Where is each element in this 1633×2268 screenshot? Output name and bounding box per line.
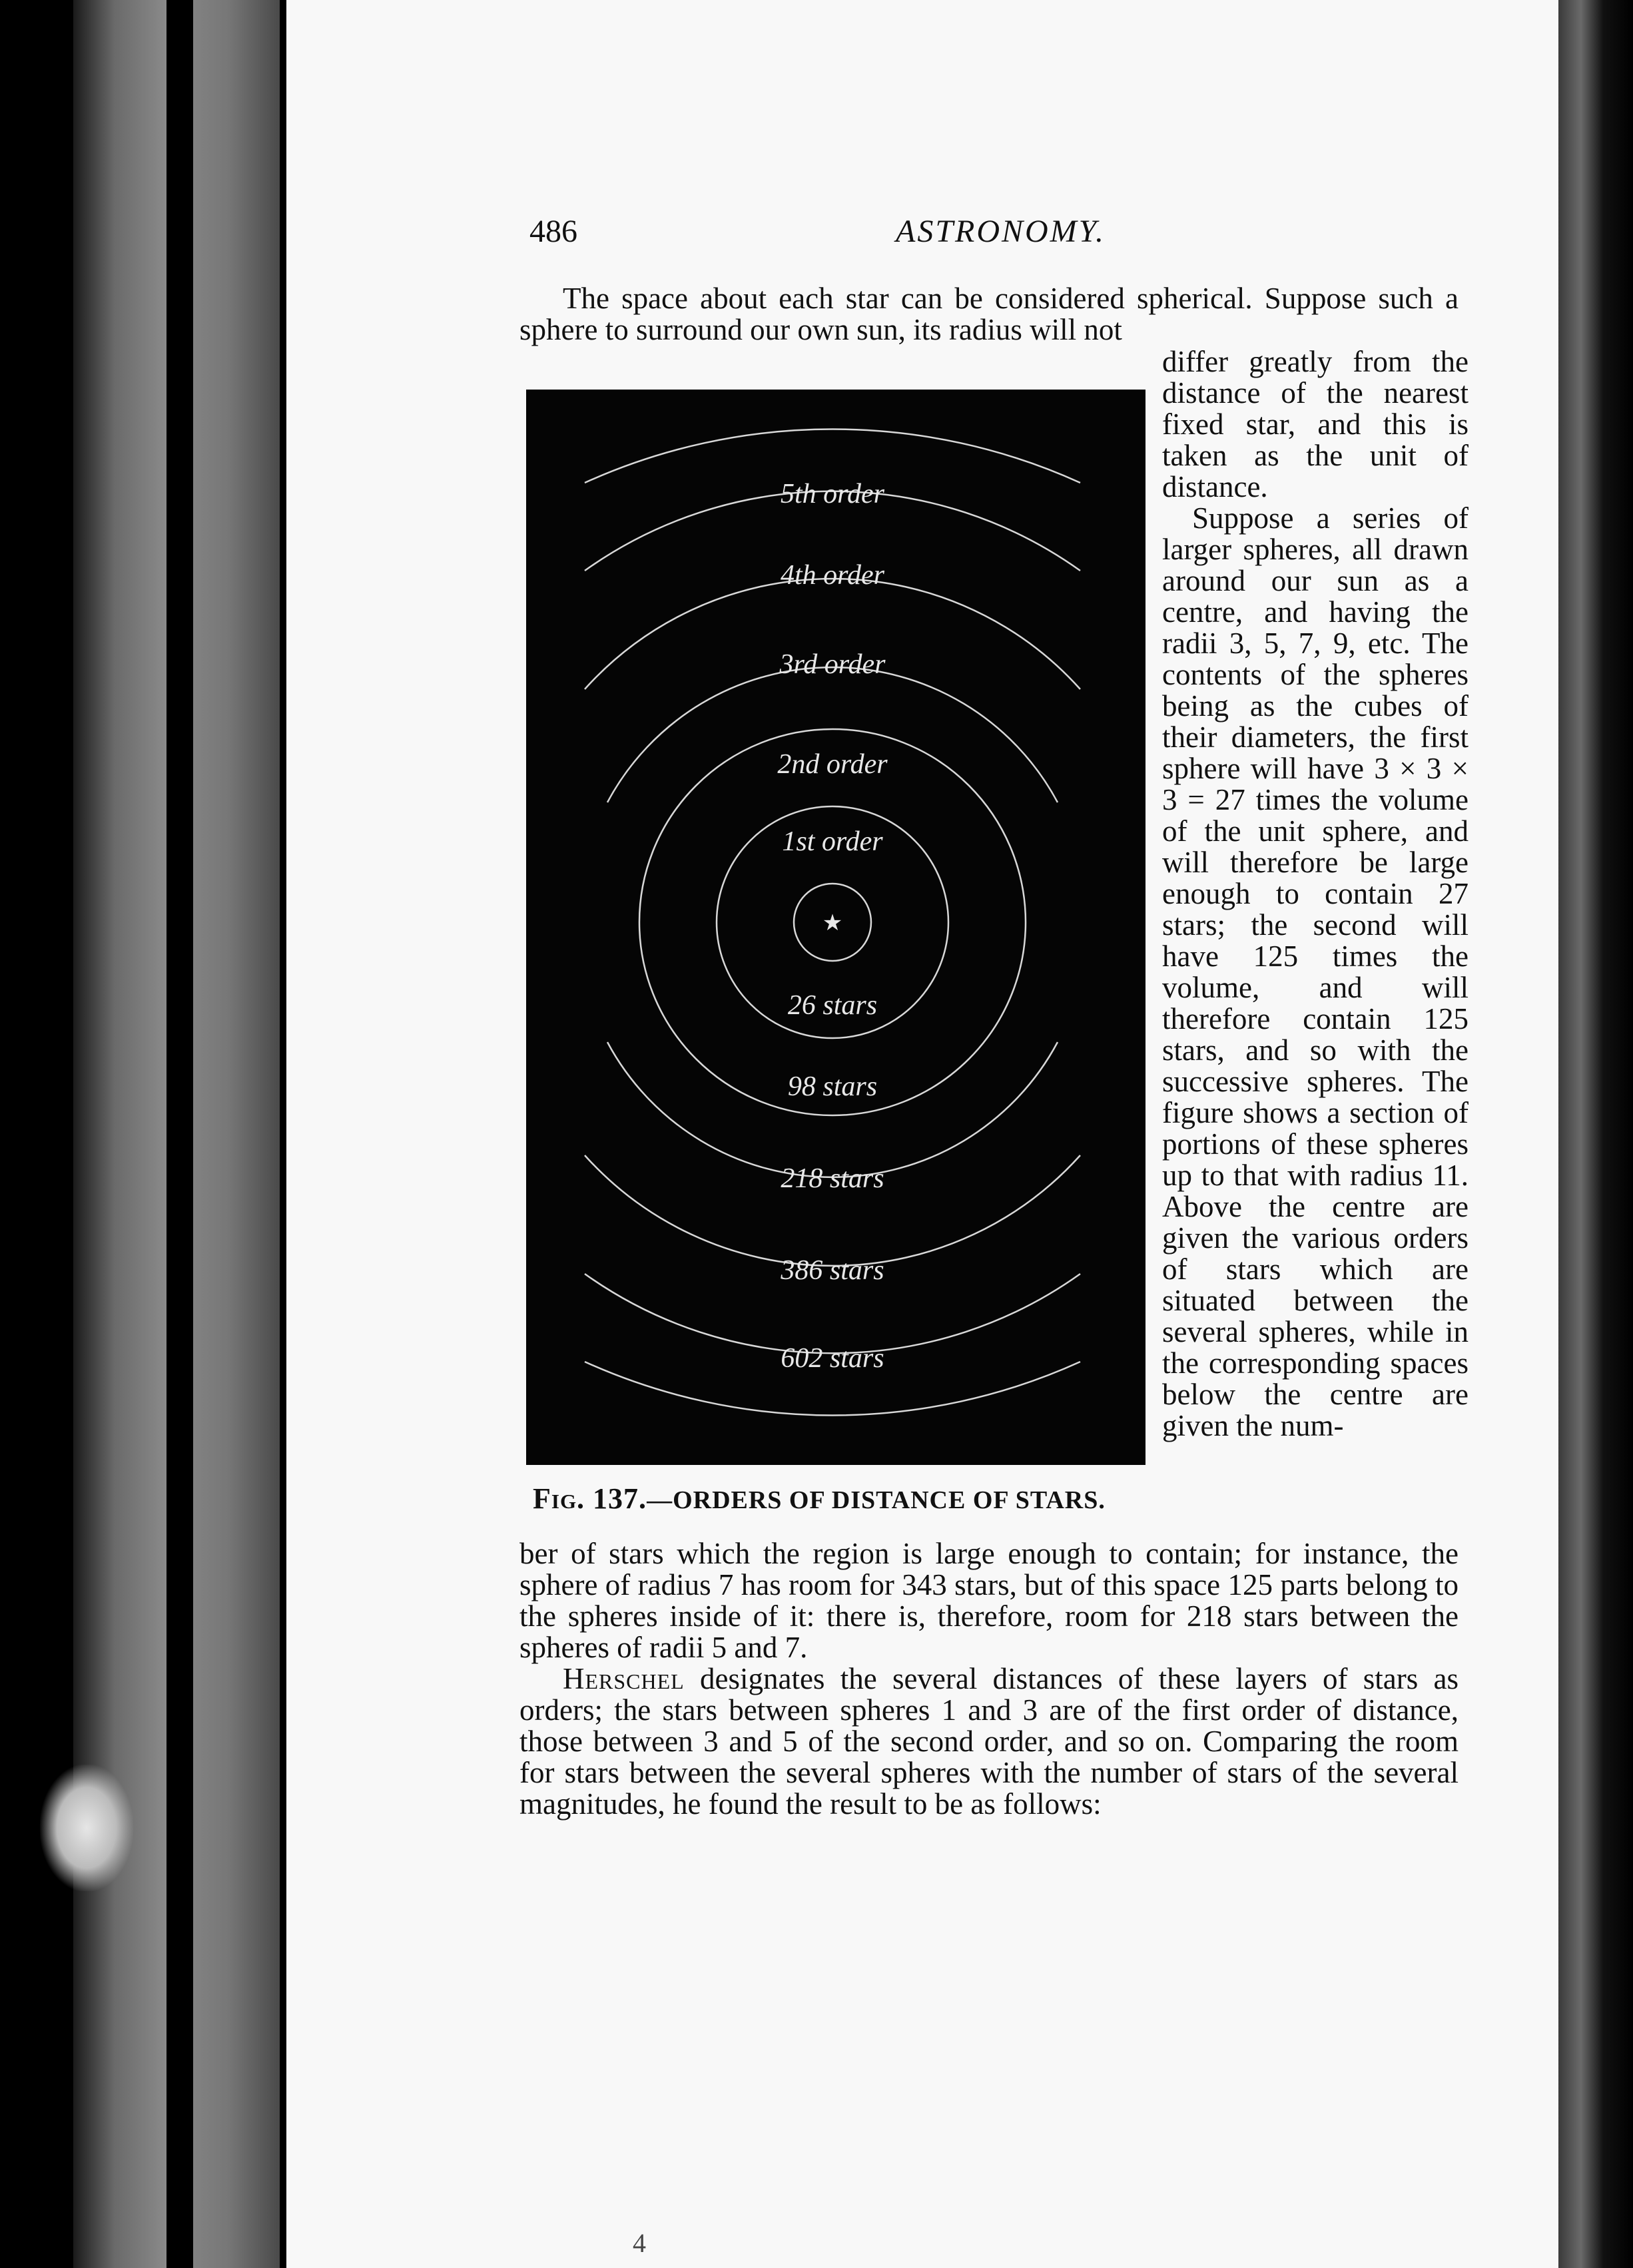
opening-paragraph: The space about each star can be considered spherical. Suppose such a sphere to surround our own sun, its radius will not <box>519 282 1459 346</box>
sun-centre: ★ <box>822 911 843 936</box>
spine-shadow <box>166 0 193 2268</box>
page-number: 486 <box>529 214 577 249</box>
side-paragraph-2: Suppose a series of larger spheres, all drawn around our sun as a centre, and having the radii 3, 5, 7, 9, etc. The contents of the spheres being as the cubes of their diameters, the first sphere will have 3 × 3 × 3 = 27 times the volume of the unit sphere, and will therefore be large enough to contain 27 stars; the second will have 125 times the volume, and will therefore contain 125 stars, and so with the successive spheres. The figure shows a section of portions of these spheres up to that with radius 11. Above the centre are given the various orders of stars which are situated between the several spheres, while in the corresponding spaces below the centre are given the num- <box>1162 501 1469 1442</box>
side-paragraph-1: differ greatly from the distance of the nearest fixed star, and this is taken as the unit of distance. <box>1162 345 1469 503</box>
stars-label-4: 386 stars <box>781 1255 884 1286</box>
order-label-2: 2nd order <box>777 749 888 780</box>
stars-label-5: 602 stars <box>781 1343 884 1374</box>
running-title: ASTRONOMY. <box>896 214 1106 249</box>
closing-paragraph-2 <box>519 1663 1459 1820</box>
closing-paragraph-1: ber of stars which the region is large enough to contain; for instance, the sphere of radius 7 has room for 343 stars, but of this space 125 parts belong to the spheres inside of it: there is, therefore, room for 218 stars between the spheres of radii 5 and 7. <box>519 1537 1459 1664</box>
page-header <box>529 213 1460 253</box>
paper-stain <box>40 1765 133 1891</box>
order-label-1: 1st order <box>782 826 883 857</box>
closing-text <box>519 1538 1459 1820</box>
figure-number: Fig. 137. <box>533 1482 647 1515</box>
herschel-name: Herschel <box>563 1662 685 1695</box>
order-label-4: 4th order <box>781 560 884 591</box>
order-label-3: 3rd order <box>779 649 886 680</box>
stars-label-2: 98 stars <box>787 1071 878 1102</box>
concentric-spheres-diagram <box>526 390 1145 1465</box>
footer-mark: 4 <box>633 2228 646 2258</box>
figure-caption <box>533 1482 1145 1516</box>
order-label-5: 5th order <box>781 479 884 509</box>
facing-page-edge <box>1558 0 1633 2268</box>
figure-title: —ORDERS OF DISTANCE OF STARS. <box>647 1486 1106 1514</box>
stars-label-3: 218 stars <box>781 1163 884 1194</box>
side-column-text <box>1162 346 1469 1442</box>
star-orders-figure <box>526 390 1145 1465</box>
closing-paragraph-2-text: designates the several distances of these layers of stars as orders; the stars between spheres 1 and 3 are of the first order of distance, those between 3 and 5 of the second order, and so on. Comparing the room for stars between the several spheres with the number of stars of the several magnitudes, he found the result to be as follows: <box>519 1662 1459 1821</box>
stars-label-1: 26 stars <box>787 990 878 1021</box>
